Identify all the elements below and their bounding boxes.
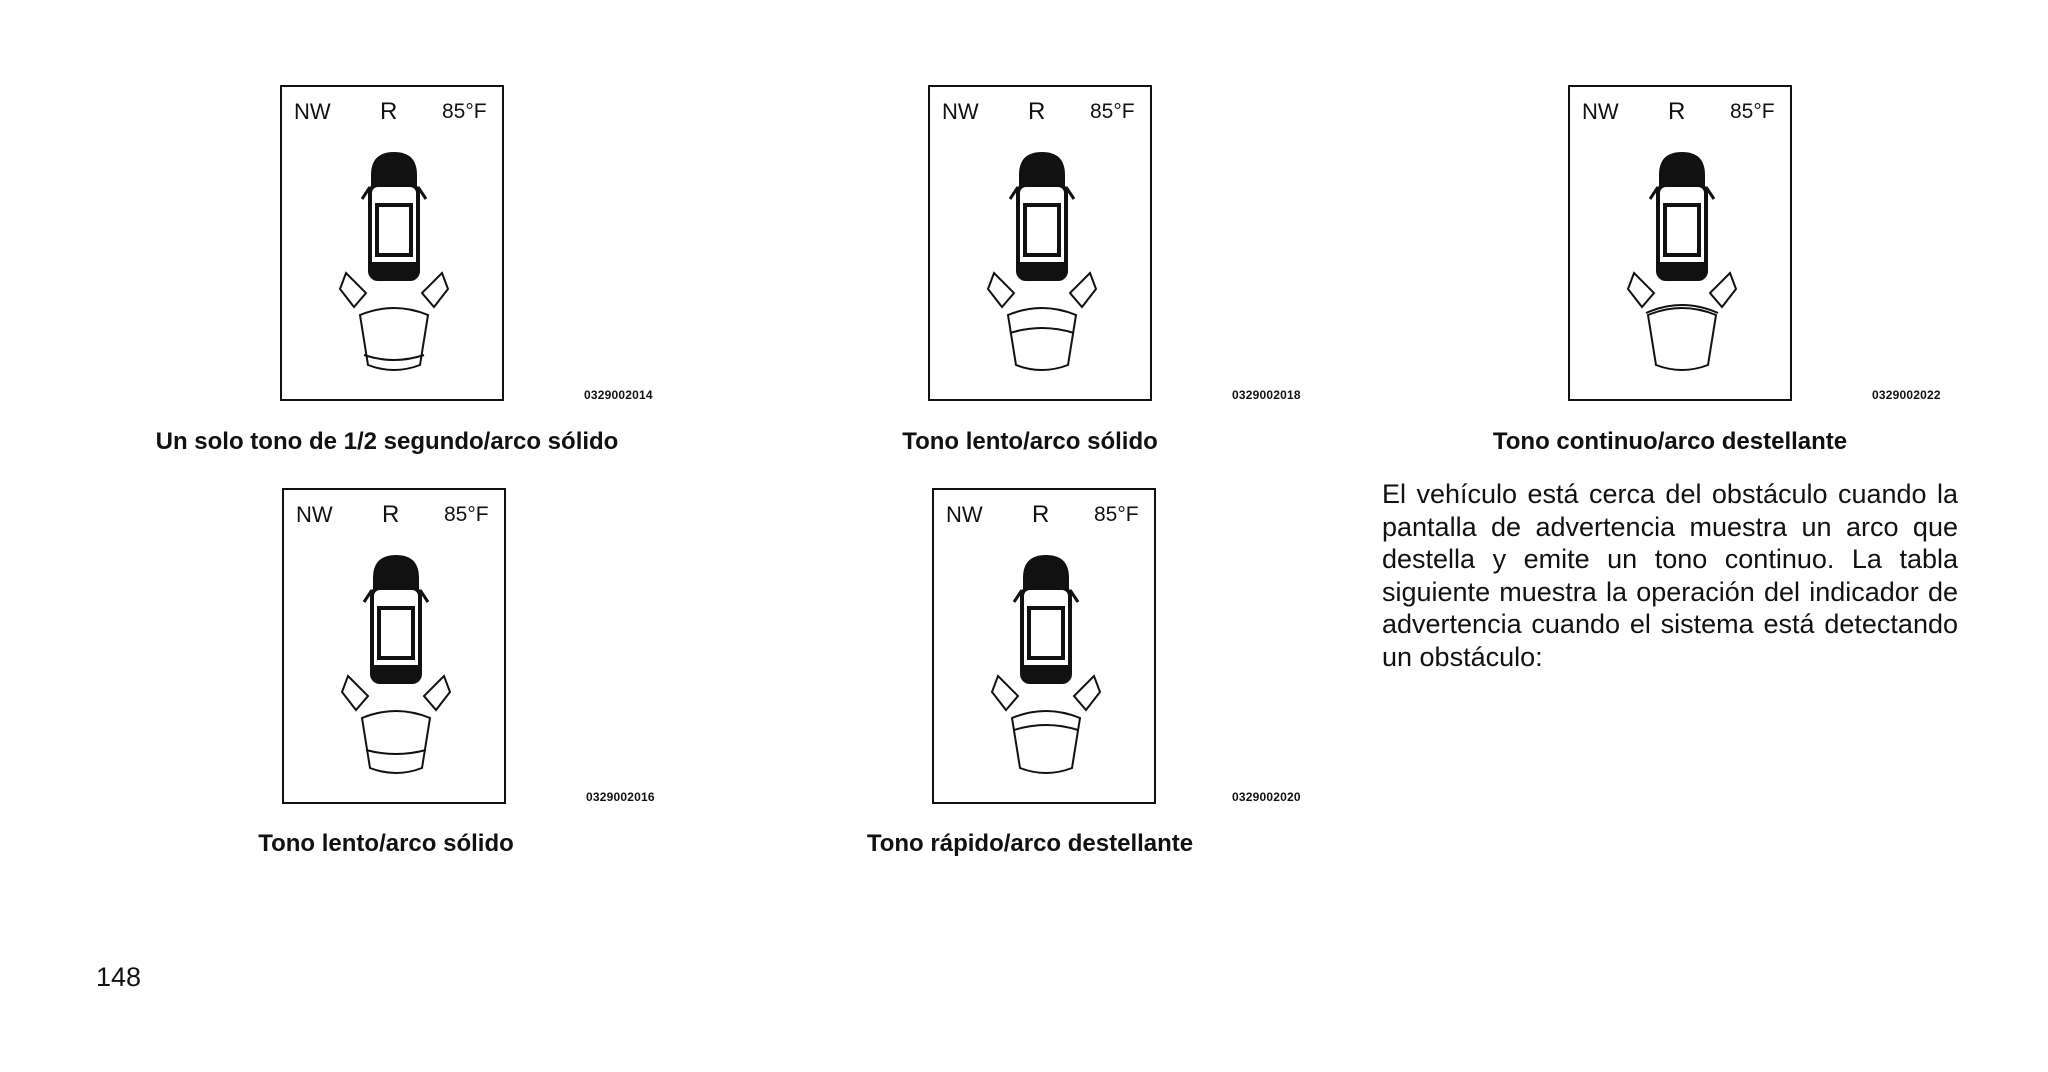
compass-direction: NW [946,502,983,527]
sensor-arcs-icon [992,676,1100,773]
compass-direction: NW [942,99,979,124]
temperature: 85°F [1090,100,1135,123]
compass-direction: NW [1582,99,1619,124]
car-top-view-icon [934,550,1158,780]
display-header [934,500,1154,530]
figure-code: 0329002022 [1872,388,1941,402]
figure-caption: Tono rápido/arco destellante [866,830,1194,857]
gear-indicator: R [1028,98,1046,125]
figure-caption: Tono continuo/arco destellante [1492,428,1848,455]
park-assist-display [280,85,504,401]
park-assist-display [282,488,506,804]
park-assist-display [932,488,1156,804]
figure-code: 0329002020 [1232,790,1301,804]
car-top-view-icon [284,550,508,780]
car-top-view-icon [282,147,506,377]
figure-caption: Tono lento/arco sólido [902,428,1158,455]
sensor-arcs-icon [342,676,450,773]
page-number: 148 [96,962,142,992]
figure-code: 0329002016 [586,790,655,804]
gear-indicator: R [1668,98,1686,125]
temperature: 85°F [444,503,489,526]
car-top-view-icon [930,147,1154,377]
temperature: 85°F [1730,100,1775,123]
body-paragraph: El vehículo está cerca del obstáculo cuando la pantalla de advertencia muestra un arco que destella y emite un tono continuo. La tabla siguiente muestra la operación del indicador de advertencia cuando el sistema está detectando un obstáculo: [1382,479,1958,672]
compass-direction: NW [296,502,333,527]
gear-indicator: R [1032,501,1050,528]
car-hood-icon [372,153,416,185]
park-assist-display [928,85,1152,401]
figure-caption: Un solo tono de 1/2 segundo/arco sólido [155,428,619,455]
display-header [930,97,1150,127]
sensor-arcs-icon [340,273,448,370]
gear-indicator: R [380,98,398,125]
park-assist-display [1568,85,1792,401]
gear-indicator: R [382,501,400,528]
figure-caption: Tono lento/arco sólido [258,830,514,857]
display-header [282,97,502,127]
display-header [1570,97,1790,127]
display-header [284,500,504,530]
figure-code: 0329002014 [584,388,653,402]
compass-direction: NW [294,99,331,124]
sensor-arcs-icon [1628,273,1736,370]
temperature: 85°F [1094,503,1139,526]
car-top-view-icon [1570,147,1794,377]
sensor-arcs-icon [988,273,1096,370]
figure-code: 0329002018 [1232,388,1301,402]
temperature: 85°F [442,100,487,123]
